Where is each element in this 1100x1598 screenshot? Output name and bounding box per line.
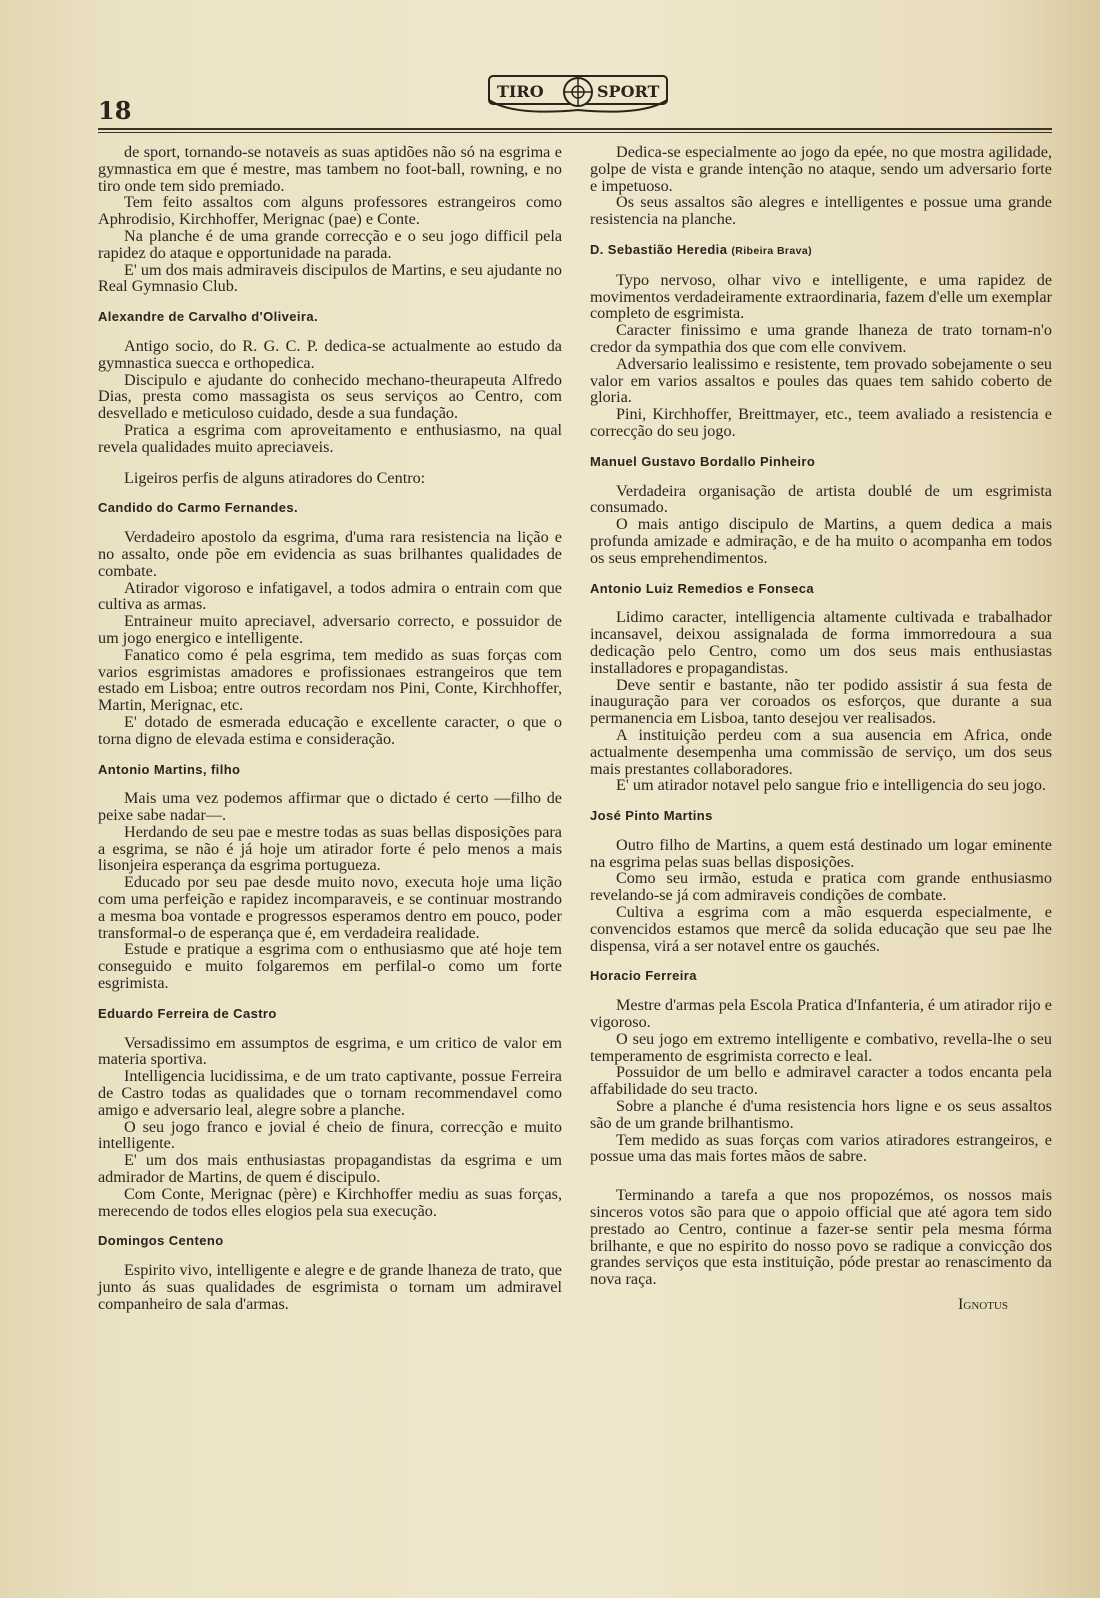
paragraph: Na planche é de uma grande correcção e o seu jogo difficil pela rapidez do ataque e opportunidade na parada. [98, 226, 562, 262]
paragraph: Versadissimo em assumptos de esgrima, e um critico de valor em materia sportiva. [98, 1033, 562, 1069]
closing-paragraph: Terminando a tarefa a que nos propozémos, os nossos mais sinceros votos são para que o appoio official que até agora tem sido prestado ao Centro, continue a fazer-se sentir pela mesma fórma brilhante, e que no espirito do nosso povo se radique a convicção dos grandes serviços que esta instituição, póde prestar ao renascimento da nova raça. [590, 1186, 1052, 1289]
paragraph: de sport, tornando-se notaveis as suas aptidões não só na esgrima e gymnastica em que é mestre, mas tambem no foot-ball, rowning, e no tiro onde tem sido premiado. [98, 143, 562, 195]
right-column [590, 144, 1052, 1313]
section-heading [590, 968, 1052, 985]
paragraph: Verdadeira organisação de artista doublé de um esgrimista consumado. [590, 481, 1052, 517]
heading-text: Eduardo Ferreira de Castro [98, 1005, 277, 1021]
section-heading [590, 242, 1052, 260]
paragraph: Cultiva a esgrima com a mão esquerda especialmente, e convencidos estamos que mercê da solida educação que seu pae lhe dispensa, virá a ser notavel entre os gauchés. [590, 903, 1052, 955]
paragraph: Educado por seu pae desde muito novo, executa hoje uma lição com uma perfeição e rapidez incomparaveis, e se continuar mostrando a mesma boa vontade e progressos esperamos dentro em pouco, poder transformal-o de esperança que é, em verdadeira realidade. [98, 873, 562, 942]
paragraph: Antigo socio, do R. G. C. P. dedica-se actualmente ao estudo da gymnastica suecca e orthopedica. [98, 336, 562, 372]
heading-text: D. Sebastião Heredia [590, 241, 728, 257]
paragraph: Com Conte, Merignac (père) e Kirchhoffer mediu as suas forças, merecendo de todos elles elogios pela sua execução. [98, 1184, 562, 1220]
heading-text: Antonio Martins, filho [98, 761, 241, 777]
section-heading [98, 762, 562, 779]
paragraph: Pratica a esgrima com aproveitamento e enthusiasmo, na qual revela qualidades muito apreciaveis. [98, 420, 562, 456]
heading-text: Manuel Gustavo Bordallo Pinheiro [590, 453, 816, 469]
paragraph: Espirito vivo, intelligente e alegre e de grande lhaneza de trato, que junto ás suas qualidades de esgrimista o tornam um admiravel companheiro de sala d'armas. [98, 1261, 562, 1313]
header-rule-thin [98, 132, 1052, 133]
heading-text: Candido do Carmo Fernandes. [98, 500, 299, 516]
paragraph: E' um atirador notavel pelo sangue frio e intelligencia do seu jogo. [616, 776, 1046, 795]
paragraph: Fanatico como é pela esgrima, tem medido as suas forças com varios esgrimistas amadores e profissionaes estrangeiros que tem estado em Lisboa; entre outros recordam nos Pini, Conte, Kirchhoffer, Martin, Merignac, etc. [98, 645, 562, 715]
paragraph: Dedica-se especialmente ao jogo da epée, no que mostra agilidade, golpe de vista e grande intenção no ataque, sendo um adversario forte e impetuoso. [590, 143, 1052, 195]
svg-text:TIRO: TIRO [497, 82, 544, 101]
heading-text: Alexandre de Carvalho d'Oliveira. [98, 309, 319, 325]
paragraph: Os seus assaltos são alegres e intelligentes e possue uma grande resistencia na planche. [590, 193, 1052, 229]
heading-text: Horacio Ferreira [590, 968, 697, 984]
paragraph: Deve sentir e bastante, não ter podido assistir á sua festa de inauguração para ver coroados os esforços, que durante a sua permanencia em Lisboa, tanto desejou ver realisados. [590, 675, 1052, 728]
paragraph: Discipulo e ajudante do conhecido mechano-theurapeuta Alfredo Dias, presta como massagista os seus serviços ao Centro, com desvellado e meticuloso cuidado, desde a sua fundação. [98, 370, 562, 423]
paragraph: Mais uma vez podemos affirmar que o dictado é certo —filho de peixe sabe nadar—. [98, 789, 562, 825]
paragraph: Pini, Kirchhoffer, Breittmayer, etc., teem avaliado a resistencia e correcção do seu jogo. [590, 405, 1052, 440]
paragraph: E' um dos mais enthusiastas propagandistas da esgrima e um admirador de Martins, de quem é discipulo. [98, 1151, 562, 1187]
paragraph: Verdadeiro apostolo da esgrima, d'uma rara resistencia na lição e no assalto, onde põe em evidencia as suas brilhantes qualidades de combate. [98, 528, 562, 580]
paragraph: Sobre a planche é d'uma resistencia hors ligne e os seus assaltos são de um grande brilhantismo. [590, 1097, 1052, 1132]
heading-subtitle: (Ribeira Brava) [731, 244, 813, 257]
paragraph: Entraineur muito apreciavel, adversario correcto, e possuidor de um jogo energico e intelligente. [98, 612, 562, 647]
section-heading [590, 581, 1052, 598]
paragraph: Herdando de seu pae e mestre todas as suas bellas disposições para a esgrima, se não é já hoje um atirador forte é pelo menos a mais lisonjeira esperança da esgrima portugueza. [98, 822, 562, 875]
section-heading [98, 500, 562, 517]
paragraph: Tem feito assaltos com alguns professores estrangeiros como Aphrodisio, Kirchhoffer, Merignac (pae) e Conte. [98, 193, 562, 229]
paragraph: E' dotado de esmerada educação e excellente caracter, o que o torna digno de elevada estima e consideração. [98, 712, 562, 748]
section-heading [590, 454, 1052, 471]
paragraph: Como seu irmão, estuda e pratica com grande enthusiasmo revelando-se já com admiraveis condições de combate. [590, 869, 1052, 905]
svg-text:SPORT: SPORT [597, 82, 660, 101]
heading-text: Antonio Luiz Remedios e Fonseca [590, 580, 815, 596]
heading-text: Domingos Centeno [98, 1233, 224, 1249]
intro-line: Ligeiros perfis de alguns atiradores do Centro: [124, 468, 426, 487]
left-column [98, 144, 562, 1313]
paragraph: Adversario lealissimo e resistente, tem provado sobejamente o seu valor em varios assaltos e poules das quaes tem sahido coberto de gloria. [590, 354, 1052, 407]
paragraph: Caracter finissimo e uma grande lhaneza de trato tornam-n'o credor da sympathia dos que com elle convivem. [590, 321, 1052, 356]
section-heading [98, 309, 562, 326]
section-heading [98, 1233, 562, 1250]
paragraph: Possuidor de um bello e admiravel caracter a todos encanta pela affabilidade do seu tracto. [590, 1063, 1052, 1099]
paragraph: Intelligencia lucidissima, e de um trato captivante, possue Ferreira de Castro todas as qualidades que o tornam recommendavel como amigo e adversario leal, alegre sobre a planche. [98, 1067, 562, 1119]
section-heading [98, 1006, 562, 1023]
header-rule [98, 128, 1052, 130]
paragraph: Mestre d'armas pela Escola Pratica d'Infanteria, é um atirador rijo e vigoroso. [590, 996, 1052, 1032]
paragraph: A instituição perdeu com a sua ausencia em Africa, onde actualmente desempenha uma commissão de serviço, um dos seus mais prestantes collaboradores. [590, 725, 1052, 778]
paragraph: Tem medido as suas forças com varios atiradores estrangeiros, e possue uma das mais fortes mãos de sabre. [590, 1130, 1052, 1166]
paragraph: O seu jogo em extremo intelligente e combativo, revella-lhe o seu temperamento de esgrimista correcto e leal. [590, 1029, 1052, 1065]
page-number: 18 [98, 96, 132, 125]
section-heading [590, 808, 1052, 825]
paragraph: Atirador vigoroso e infatigavel, a todos admira o entrain com que cultiva as armas. [98, 578, 562, 614]
paragraph: Estude e pratique a esgrima com o enthusiasmo que até hoje tem conseguido e muito folgaremos em perfilal-o como um forte esgrimista. [98, 940, 562, 993]
author-signature: Ignotus [957, 1295, 1008, 1314]
paragraph: O mais antigo discipulo de Martins, a quem dedica a mais profunda amizade e admiração, e de ha muito o acompanha em todos os seus emprehendimentos. [590, 515, 1052, 567]
masthead-logo [483, 70, 673, 118]
paragraph: Lidimo caracter, intelligencia altamente cultivada e trabalhador incansavel, deixou assignalada de forma immorredoura a sua dedicação pelo Centro, como um dos seus mais enthusiastas installadores e propagandistas. [590, 608, 1052, 677]
paragraph: Typo nervoso, olhar vivo e intelligente, e uma rapidez de movimentos verdadeiramente extraordinaria, fazem d'elle um exemplar completo de esgrimista. [590, 270, 1052, 323]
paragraph: Outro filho de Martins, a quem está destinado um logar eminente na esgrima pelas suas bellas disposições. [590, 835, 1052, 871]
paragraph: O seu jogo franco e jovial é cheio de finura, correcção e muito intelligente. [98, 1117, 562, 1153]
heading-text: José Pinto Martins [590, 808, 713, 824]
paragraph: E' um dos mais admiraveis discipulos de Martins, e seu ajudante no Real Gymnasio Club. [98, 260, 562, 296]
